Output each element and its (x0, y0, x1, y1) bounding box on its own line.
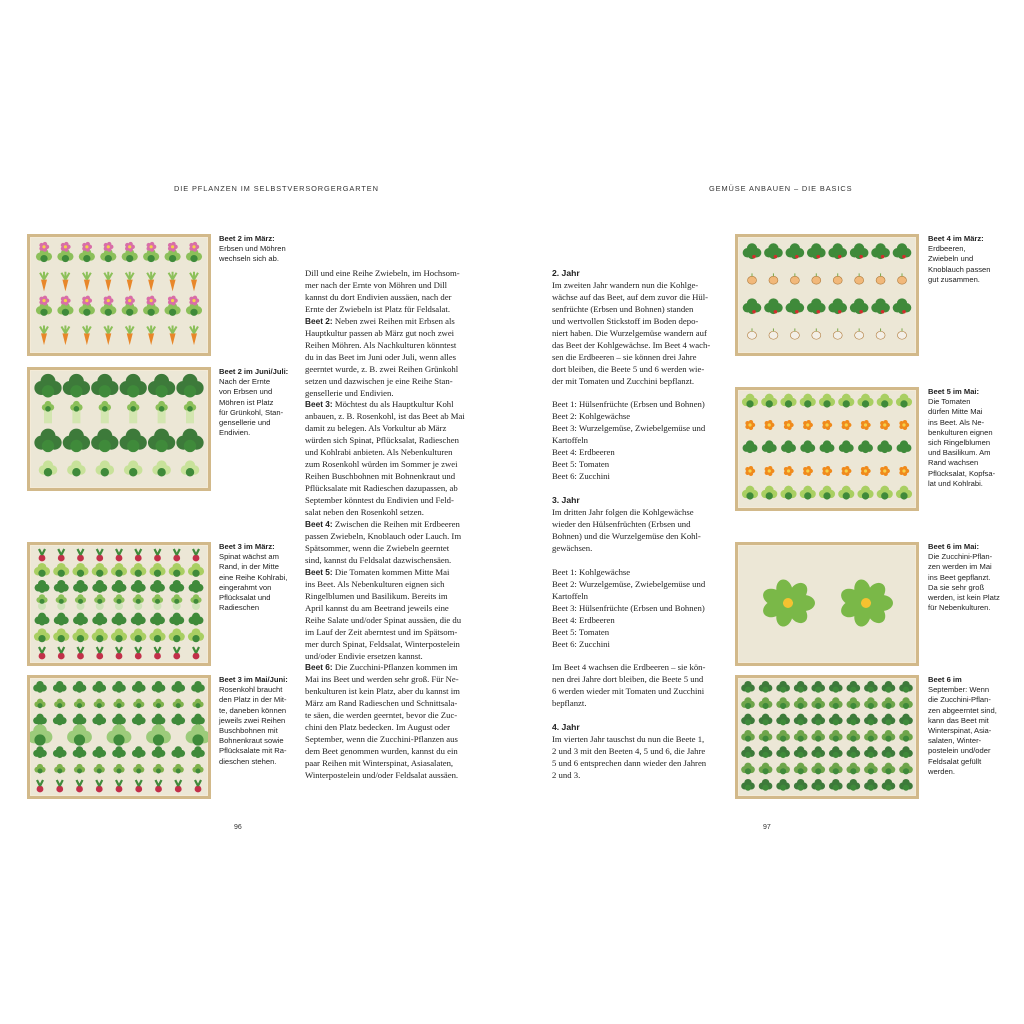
text-run: Beet 4: Erdbeeren (552, 614, 615, 625)
bed-3-march-plants (30, 545, 208, 663)
text-line (305, 340, 527, 352)
text-run: Beet 6: Zucchini (552, 471, 610, 482)
caption-line: Bohnenkraut sowie (219, 736, 284, 746)
text-run: 2 und 3 mit den Beeten 4, 5 und 6, die Jahre (552, 746, 706, 757)
caption-line: jeweils zwei Reihen (219, 715, 286, 725)
text-run: mer nach der Ernte von Möhren und Dill (305, 279, 448, 290)
bed-label: Beet 4: (305, 519, 333, 530)
body-text-left (305, 268, 527, 782)
text-run: gensellerie und Endivien. (305, 387, 394, 398)
text-line (305, 591, 527, 603)
text-run: dort bleiben, die Beete 5 und 6 werden wie- (552, 363, 705, 374)
caption-line: eine Reihe Kohlrabi, (219, 572, 288, 582)
caption-line: Knoblauch passen (928, 264, 991, 274)
caption-bed-6-september (928, 675, 1008, 777)
text-run: April kannst du am Beetrand jeweils eine (305, 602, 449, 613)
text-run: sen die Erdbeeren – sie können drei Jahre (552, 351, 697, 362)
text-line (305, 292, 527, 304)
text-run: Beet 6: Zucchini (552, 638, 610, 649)
text-line (305, 722, 527, 734)
bed-label: Beet 2: (305, 315, 333, 326)
caption-line: Rand, in der Mitte (219, 562, 279, 572)
caption-line: zen abgeerntet sind, (928, 705, 997, 715)
caption-line: eingerahmt von (219, 582, 272, 592)
text-run: Beet 1: Kohlgewächse (552, 566, 631, 577)
bed-3-may-illustration (27, 675, 211, 799)
text-line (305, 364, 527, 376)
text-run: September, wenn die Zucchini-Pflanzen aus (305, 734, 458, 745)
text-line (305, 543, 527, 555)
caption-line: Die Zucchini-Pflan- (928, 552, 993, 562)
caption-line: ins Beet. Als Ne- (928, 417, 985, 427)
text-line (305, 651, 527, 663)
caption-line: sich Ringelblumen (928, 438, 991, 448)
text-run: Im zweiten Jahr wandern nun die Kohlge- (552, 279, 699, 290)
text-run: Mai ins Beet und werden sehr groß. Für Ne- (305, 674, 459, 685)
text-line (305, 376, 527, 388)
text-line (305, 603, 527, 615)
bed-2-june-plants (30, 370, 208, 488)
text-run: Neben zwei Reihen mit Erbsen als (332, 315, 455, 326)
text-run: zum Rosenkohl würden im Sommer je zwei (305, 459, 458, 470)
text-run: ins Beet. Als Nebenkulturen eignen sich (305, 578, 445, 589)
text-run: chini den Platz bedecken. Im August oder (305, 722, 450, 733)
text-line (305, 531, 527, 543)
text-run: Zwischen die Reihen mit Erdbeeren (332, 519, 460, 530)
caption-bed-4-march (928, 234, 1008, 285)
text-run: der mit Tomaten und Zucchini bepflanzt. (552, 375, 695, 386)
bed-2-june-illustration (27, 367, 211, 491)
caption-line: gensellerie und (219, 418, 271, 428)
caption-line: Rand wachsen (928, 458, 979, 468)
bed-3-march-illustration (27, 542, 211, 666)
text-run: te säen, die werden geerntet, bevor die Zuc- (305, 710, 458, 721)
text-run: und/oder Endivie ersetzen kannst. (305, 650, 423, 661)
bed-label: Beet 6: (305, 662, 333, 673)
text-line (305, 483, 527, 495)
caption-line: Möhren ist Platz (219, 397, 274, 407)
text-line (552, 376, 774, 388)
caption-line: Erbsen und Möhren (219, 244, 286, 254)
text-run: mer durch Spinat, Feldsalat, Winterpostelein (305, 638, 460, 649)
text-run: Reihen Möhren. Als Nachkulturen könntest (305, 339, 457, 350)
section-heading: 4. Jahr (552, 722, 580, 733)
text-line (305, 471, 527, 483)
text-line (305, 316, 527, 328)
text-run: setzen und dazwischen je eine Reihe Stan- (305, 375, 453, 386)
text-line (305, 746, 527, 758)
caption-title: Beet 3 im März: (219, 542, 275, 551)
text-run: wächse auf das Beet, auf dem zuvor die Hül- (552, 291, 709, 302)
text-line (305, 399, 527, 411)
caption-line: Buschbohnen mit (219, 726, 278, 736)
text-run: Winterpostelein und/oder Feldsalat aussäen. (305, 770, 459, 781)
caption-line: Pflücksalat, Kopfsa- (928, 468, 996, 478)
caption-bed-6-may (928, 542, 1008, 613)
caption-line: werden. (928, 766, 956, 776)
text-line (305, 627, 527, 639)
text-line (305, 758, 527, 770)
caption-bed-2-march (219, 234, 295, 265)
caption-line: Spinat wächst am (219, 552, 279, 562)
text-run: Beet 3: Wurzelgemüse, Zwiebelgemüse und (552, 423, 706, 434)
caption-title: Beet 2 im März: (219, 234, 275, 243)
bed-label: Beet 5: (305, 566, 333, 577)
caption-line: September: Wenn (928, 685, 990, 695)
text-run: Spätsommer, wenn die Zwiebeln geerntet (305, 542, 450, 553)
caption-line: zen werden im Mai (928, 562, 992, 572)
caption-line: und Basilikum. Am (928, 448, 991, 458)
running-head-right: GEMÜSE ANBAUEN – DIE BASICS (709, 184, 853, 193)
text-run: 5 und 6 entsprechen dann wieder den Jahren (552, 758, 707, 768)
text-line (305, 304, 527, 316)
text-run: damit zu belegen. Als Vorkultur ab März (305, 423, 447, 434)
caption-line: postelein und/oder (928, 746, 991, 756)
text-run: Beet 5: Tomaten (552, 626, 610, 637)
bed-6-september-illustration (735, 675, 919, 799)
bed-label: Beet 3: (305, 399, 333, 410)
text-run: Beet 2: Wurzelgemüse, Zwiebelgemüse und (552, 578, 706, 589)
text-run: Beet 4: Erdbeeren (552, 447, 615, 458)
text-run: September könntest du Endivien und Feld- (305, 495, 454, 506)
text-line (305, 459, 527, 471)
bed-4-march-plants (738, 237, 916, 353)
caption-line: Feldsalat gefüllt (928, 756, 982, 766)
text-run: 2 und 3. (552, 769, 581, 780)
text-run: Die Zucchini-Pflanzen kommen im (332, 662, 458, 673)
text-line (305, 411, 527, 423)
text-run: Ernte der Zwiebeln ist Platz für Feldsalat. (305, 303, 450, 314)
caption-bed-2-june (219, 367, 295, 438)
text-line (552, 364, 774, 376)
text-line (305, 770, 527, 782)
text-run: im Lauf der Zeit aberntest und im Spätsom- (305, 626, 458, 637)
text-run: senfrüchte (Erbsen und Bohnen) standen (552, 303, 694, 314)
text-run: Pflücksalate mit Radieschen dazupassen, ab (305, 483, 458, 494)
text-run: Im vierten Jahr tauschst du nun die Beete 1, (552, 734, 705, 745)
bed-6-may-plants (738, 545, 916, 663)
bed-5-may-illustration (735, 387, 919, 511)
caption-line: kann das Beet mit (928, 715, 989, 725)
text-run: Beet 3: Hülsenfrüchte (Erbsen und Bohnen) (552, 602, 705, 613)
text-run: dem Beet genommen wurden, kannst du ein (305, 746, 458, 757)
bed-3-may-plants (30, 678, 208, 796)
text-line (305, 555, 527, 567)
text-run: Dill und eine Reihe Zwiebeln, im Hochsom- (305, 268, 460, 278)
caption-title: Beet 6 im Mai: (928, 542, 980, 551)
caption-line: Pflücksalate mit Ra- (219, 746, 287, 756)
caption-line: dürfen Mitte Mai (928, 407, 983, 417)
text-line (305, 435, 527, 447)
bed-2-march-plants (30, 237, 208, 353)
text-line (305, 615, 527, 627)
text-run: passen Zwiebeln, Knoblauch oder Lauch. Im (305, 530, 462, 541)
text-line (305, 423, 527, 435)
text-run: geerntet wurde, z. B. zwei Reihen Grünkohl (305, 363, 459, 374)
text-run: Im dritten Jahr folgen die Kohlgewächse (552, 507, 694, 518)
text-run: das Beet der Kohlgewächse. Im Beet 4 wach- (552, 339, 711, 350)
caption-line: Winterspinat, Asia- (928, 726, 992, 736)
caption-title: Beet 5 im Mai: (928, 387, 980, 396)
text-line (305, 579, 527, 591)
caption-line: Nach der Ernte (219, 377, 271, 387)
text-run: salat neben den Rosenkohl setzen. (305, 507, 424, 518)
caption-line: die Zucchini-Pflan- (928, 695, 991, 705)
text-run: Kartoffeln (552, 435, 589, 446)
caption-line: salaten, Winter- (928, 736, 982, 746)
text-run: Kartoffeln (552, 590, 589, 601)
text-run: würden sich Spinat, Pflücksalat, Radieschen (305, 435, 459, 446)
page-number-left: 96 (234, 824, 242, 831)
caption-line: für Grünkohl, Stan- (219, 407, 284, 417)
text-line (305, 280, 527, 292)
text-line (305, 662, 527, 674)
caption-line: benkulturen eignen (928, 427, 993, 437)
text-run: paar Reihen mit Winterspinat, Asiasalaten, (305, 758, 454, 769)
caption-line: ins Beet gepflanzt. (928, 572, 991, 582)
text-run: Bohnen) und die Wurzelgemüse den Kohl- (552, 530, 701, 541)
caption-line: werden, ist kein Platz (928, 593, 1000, 603)
text-run: Beet 5: Tomaten (552, 459, 610, 470)
text-line (305, 639, 527, 651)
text-run: Reihen Buschbohnen mit Bohnenkraut und (305, 471, 456, 482)
text-run: Beet 1: Hülsenfrüchte (Erbsen und Bohnen) (552, 399, 705, 410)
text-run: sind, kannst du Feldsalat dazwischensäen. (305, 554, 452, 565)
caption-line: lat und Kohlrabi. (928, 478, 983, 488)
text-run: Ringelblumen und Basilikum. Bereits im (305, 590, 448, 601)
text-line (305, 686, 527, 698)
text-run: bepflanzt. (552, 698, 587, 709)
section-heading: 2. Jahr (552, 268, 580, 278)
caption-line: Zwiebeln und (928, 254, 974, 264)
caption-line: Erdbeeren, (928, 244, 966, 254)
text-run: März am Rand Radieschen und Schnittsala- (305, 698, 458, 709)
caption-line: Da sie sehr groß (928, 582, 985, 592)
caption-line: Die Tomaten (928, 397, 971, 407)
caption-line: te, daneben können (219, 705, 287, 715)
text-line (305, 447, 527, 459)
caption-title: Beet 6 im (928, 675, 962, 684)
text-line (305, 519, 527, 531)
caption-line: wechseln sich ab. (219, 254, 279, 264)
text-run: und wertvollen Stickstoff im Boden depo- (552, 315, 699, 326)
text-run: gewächsen. (552, 542, 593, 553)
caption-bed-5-may (928, 387, 1008, 489)
text-run: Hauptkultur passen ab März gut noch zwei (305, 327, 455, 338)
text-line (305, 698, 527, 710)
bed-2-march-illustration (27, 234, 211, 356)
text-line (305, 710, 527, 722)
text-run: Die Tomaten kommen Mitte Mai (332, 566, 450, 577)
page-number-right: 97 (763, 824, 771, 831)
caption-line: dieschen stehen. (219, 756, 277, 766)
text-run: Beet 2: Kohlgewächse (552, 411, 631, 422)
text-line (305, 507, 527, 519)
caption-line: Endivien. (219, 428, 251, 438)
text-line (305, 567, 527, 579)
caption-bed-3-march (219, 542, 295, 613)
caption-title: Beet 4 im März: (928, 234, 984, 243)
text-line (305, 495, 527, 507)
text-run: Reihe Salate und/oder Spinat aussäen, die du (305, 614, 462, 625)
text-line (305, 352, 527, 364)
bed-4-march-illustration (735, 234, 919, 356)
caption-line: Radieschen (219, 603, 260, 613)
text-run: kannst du dort Endivien aussäen, nach der (305, 291, 452, 302)
text-run: anbauen, z. B. Rosenkohl, ist das Beet ab Mai (305, 411, 465, 422)
bed-6-may-illustration (735, 542, 919, 666)
caption-line: gut zusammen. (928, 274, 980, 284)
caption-bed-3-may (219, 675, 295, 767)
running-head-left: DIE PFLANZEN IM SELBSTVERSORGERGARTEN (174, 184, 379, 193)
text-run: Im Beet 4 wachsen die Erdbeeren – sie kön- (552, 662, 706, 673)
text-run: niert haben. Die Wurzelgemüse wandern auf (552, 327, 707, 338)
text-line (305, 268, 527, 280)
caption-title: Beet 3 im Mai/Juni: (219, 675, 288, 684)
bed-5-may-plants (738, 390, 916, 508)
caption-title: Beet 2 im Juni/Juli: (219, 367, 289, 376)
bed-6-september-plants (738, 678, 916, 796)
text-run: benkulturen ist kein Platz, aber du kannst im (305, 686, 460, 697)
caption-line: Rosenkohl braucht (219, 685, 283, 695)
text-line (305, 734, 527, 746)
text-run: wieder den Hülsenfrüchten (Erbsen und (552, 518, 691, 529)
text-run: nen drei Jahre dort bleiben, die Beete 5 und (552, 674, 704, 685)
text-line (305, 328, 527, 340)
text-line (552, 519, 774, 531)
text-line (305, 388, 527, 400)
caption-line: den Platz in der Mit- (219, 695, 287, 705)
text-run: du in das Beet im Juni oder Juli, wenn alles (305, 351, 457, 362)
text-run: Möchtest du als Hauptkultur Kohl (332, 399, 454, 410)
caption-line: für Nebenkulturen. (928, 603, 991, 613)
text-run: und Kohlrabi anbieten. Als Nebenkulturen (305, 447, 453, 458)
section-heading: 3. Jahr (552, 495, 580, 506)
text-run: 6 werden wieder mit Tomaten und Zucchini (552, 686, 705, 697)
caption-line: von Erbsen und (219, 387, 273, 397)
caption-line: Pflücksalat und (219, 593, 271, 603)
text-line (305, 674, 527, 686)
